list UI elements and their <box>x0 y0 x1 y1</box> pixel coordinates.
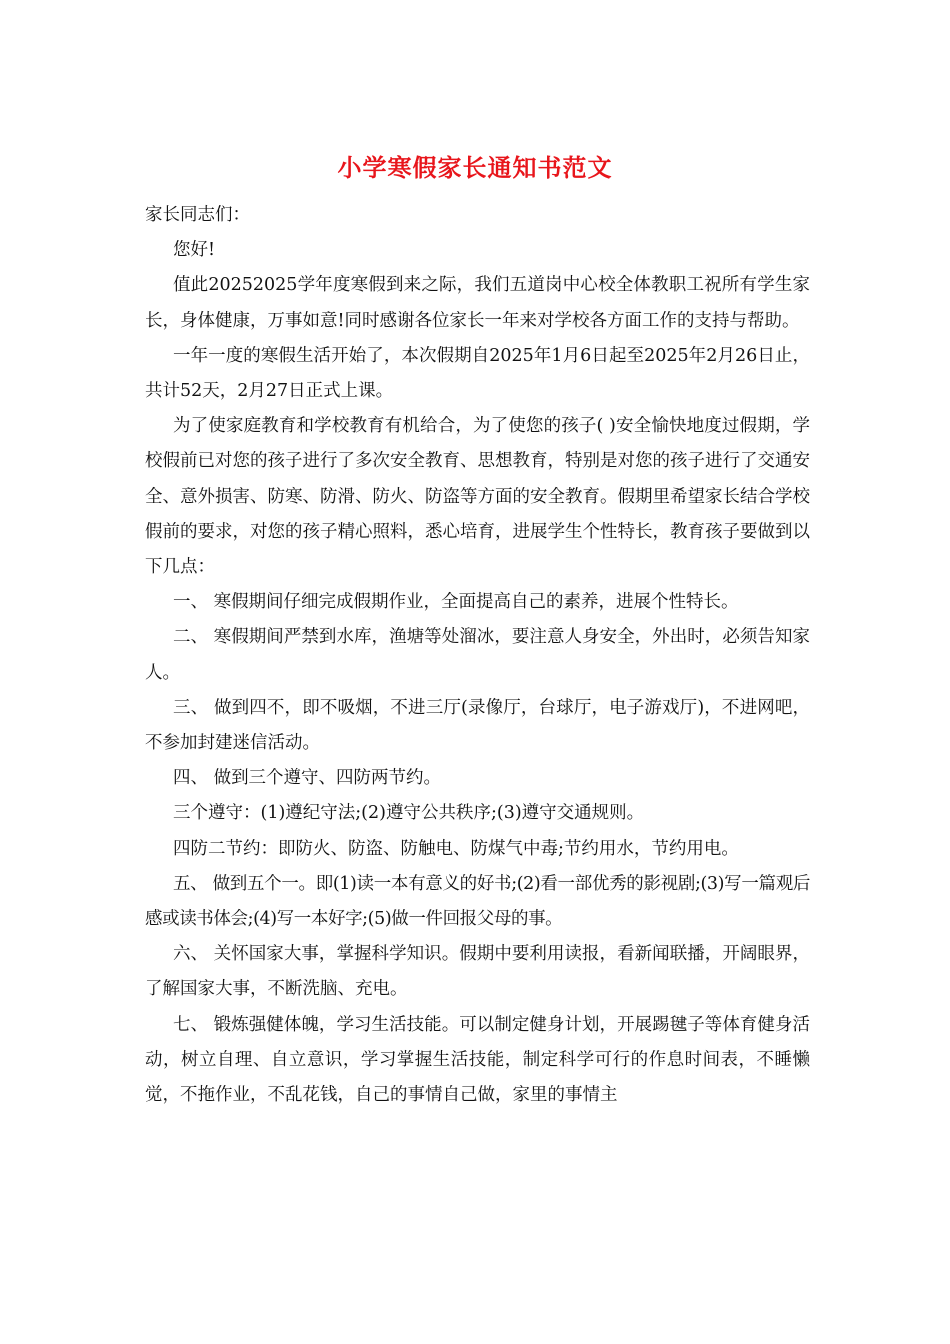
list-item-4-subpoint-compliance: 三个遵守：(1)遵纪守法;(2)遵守公共秩序;(3)遵守交通规则。 <box>173 803 645 824</box>
list-item-5: 五、 做到五个一。即(1)读一本有意义的好书;(2)看一部优秀的影视剧;(3)写一篇观后感或读书体会;(4)写一本好字;(5)做一件回报父母的事。 <box>145 873 810 930</box>
list-item-4: 四、 做到三个遵守、四防两节约。 <box>173 768 442 789</box>
paragraph-safety: 为了使家庭教育和学校教育有机给合，为了使您的孩子( )安全愉快地度过假期，学校假前已对您的孩子进行了多次安全教育、思想教育，特别是对您的孩子进行了交通安全、意外损害、防寒、防滑、防火、防盗等方面的安全教育。假期里希望家长结合学校假前的要求，对您的孩子精心照料，悉心培育，进展学生个性特长，教育孩子要做到以下几点： <box>145 416 810 578</box>
paragraph-dates: 一年一度的寒假生活开始了，本次假期自2025年1月6日起至2025年2月26日止，共计52天，2月27日正式上课。 <box>145 345 810 402</box>
greeting: 您好! <box>173 240 216 261</box>
document-title: 小学寒假家长通知书范文 <box>337 153 613 182</box>
list-item-4-subpoint-prevention: 四防二节约：即防火、防盗、防触电、防煤气中毒;节约用水，节约用电。 <box>173 838 739 859</box>
list-item-1: 一、 寒假期间仔细完成假期作业，全面提高自己的素养，进展个性特长。 <box>173 592 739 613</box>
list-item-2: 二、 寒假期间严禁到水库，渔塘等处溜冰，要注意人身安全，外出时，必须告知家人。 <box>145 627 810 683</box>
salutation: 家长同志们： <box>145 205 250 225</box>
list-item-3: 三、 做到四不，即不吸烟，不进三厅(录像厅，台球厅，电子游戏厅)，不进网吧，不参加封建迷信活动。 <box>145 697 810 754</box>
paragraph-intro: 值此20252025学年度寒假到来之际，我们五道岗中心校全体教职工祝所有学生家长，身体健康，万事如意!同时感谢各位家长一年来对学校各方面工作的支持与帮助。 <box>145 275 810 331</box>
list-item-6: 六、 关怀国家大事，掌握科学知识。假期中要利用读报，看新闻联播，开阔眼界，了解国家大事，不断洗脑、充电。 <box>145 944 810 1000</box>
document-body <box>145 198 810 1113</box>
list-item-7: 七、 锻炼强健体魄，学习生活技能。可以制定健身计划，开展踢毽子等体育健身活动，树立自理、自立意识，学习掌握生活技能，制定科学可行的作息时间表，不睡懒觉，不拖作业，不乱花钱，自己的事情自己做，家里的事情主 <box>145 1014 810 1106</box>
